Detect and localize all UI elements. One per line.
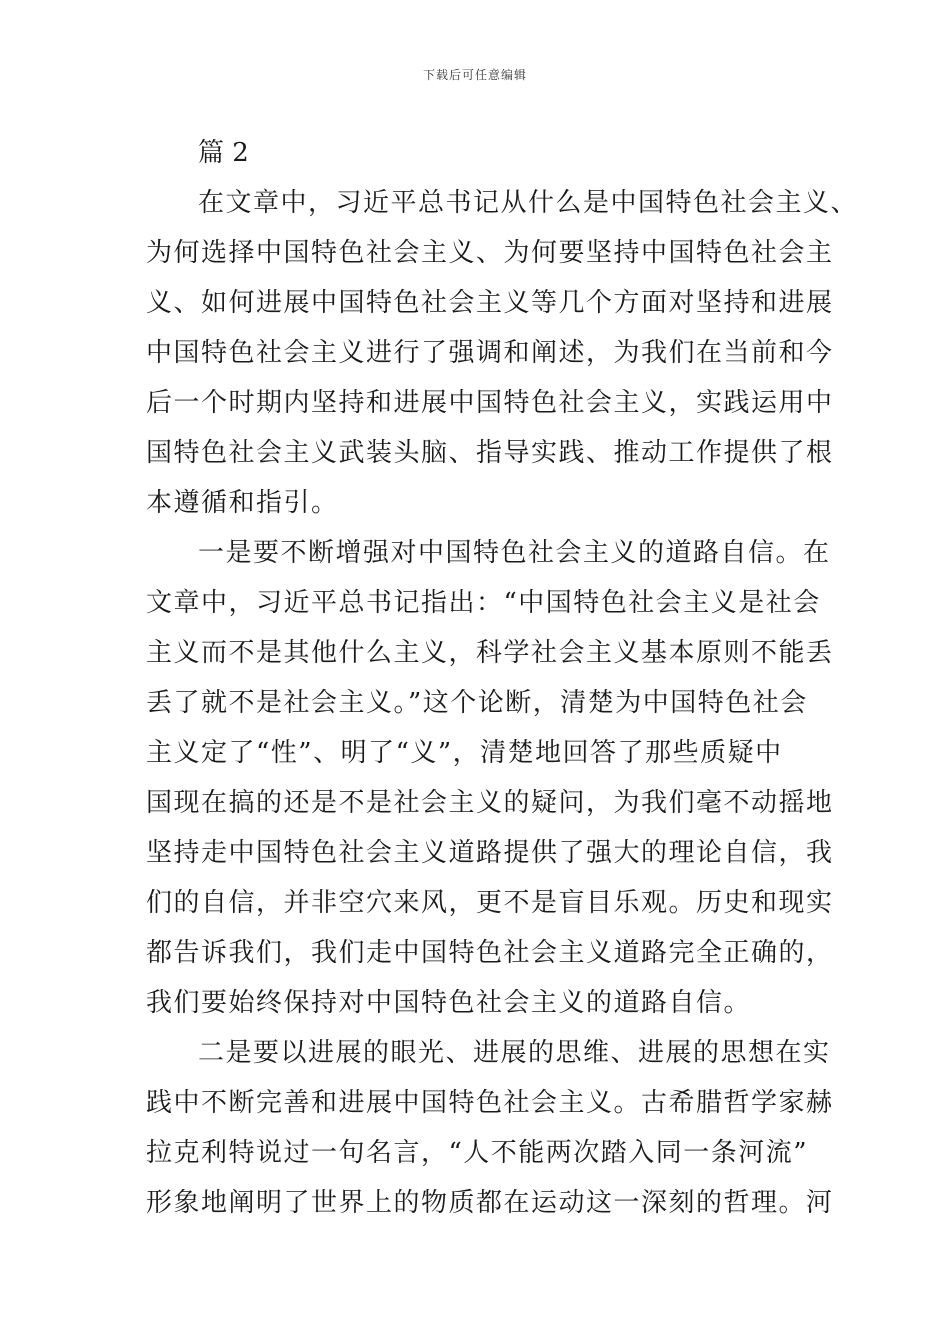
text-line: 本遵循和指引。 [146,488,339,518]
text-line: 国现在搞的还是不是社会主义的疑问，为我们毫不动摇地 [146,788,834,818]
text-line: 们的自信，并非空穴来风，更不是盲目乐观。历史和现实 [146,888,834,918]
text-line: 一是要不断增强对中国特色社会主义的道路自信。在 [198,538,831,568]
text-line: 形象地阐明了世界上的物质都在运动这一深刻的哲理。河 [146,1188,834,1218]
text-line: 二是要以进展的眼光、进展的思维、进展的思想在实 [198,1038,831,1068]
text-line: 主义而不是其他什么主义，科学社会主义基本原则不能丢 [146,638,834,668]
document-body [146,128,859,1228]
text-line: 都告诉我们，我们走中国特色社会主义道路完全正确的， [146,938,834,968]
text-line: 坚持走中国特色社会主义道路提供了强大的理论自信，我 [146,838,834,868]
text-line: 丢了就不是社会主义。”这个论断，清楚为中国特色社会 [146,688,808,718]
text-line: 主义定了“性”、明了“义”，清楚地回答了那些质疑中 [146,738,783,768]
text-line: 后一个时期内坚持和进展中国特色社会主义，实践运用中 [146,388,834,418]
text-line: 在文章中，习近平总书记从什么是中国特色社会主义、 [198,188,859,218]
text-line: 中国特色社会主义进行了强调和阐述，为我们在当前和今 [146,338,834,368]
text-line: 文章中，习近平总书记指出：“中国特色社会主义是社会 [146,588,821,618]
page-header: 下载后可任意编辑 [422,68,527,82]
text-line: 拉克利特说过一句名言，“人不能两次踏入同一条河流” [146,1138,809,1168]
text-line: 我们要始终保持对中国特色社会主义的道路自信。 [146,988,752,1018]
paragraph-2 [146,528,834,1028]
section-heading: 篇 2 [198,138,249,168]
text-line: 为何选择中国特色社会主义、为何要坚持中国特色社会主 [146,238,834,268]
text-line: 义、如何进展中国特色社会主义等几个方面对坚持和进展 [146,288,834,318]
paragraph-3 [146,1028,834,1228]
paragraph-1 [146,178,859,528]
text-line: 践中不断完善和进展中国特色社会主义。古希腊哲学家赫 [146,1088,834,1118]
text-line: 国特色社会主义武装头脑、指导实践、推动工作提供了根 [146,438,834,468]
